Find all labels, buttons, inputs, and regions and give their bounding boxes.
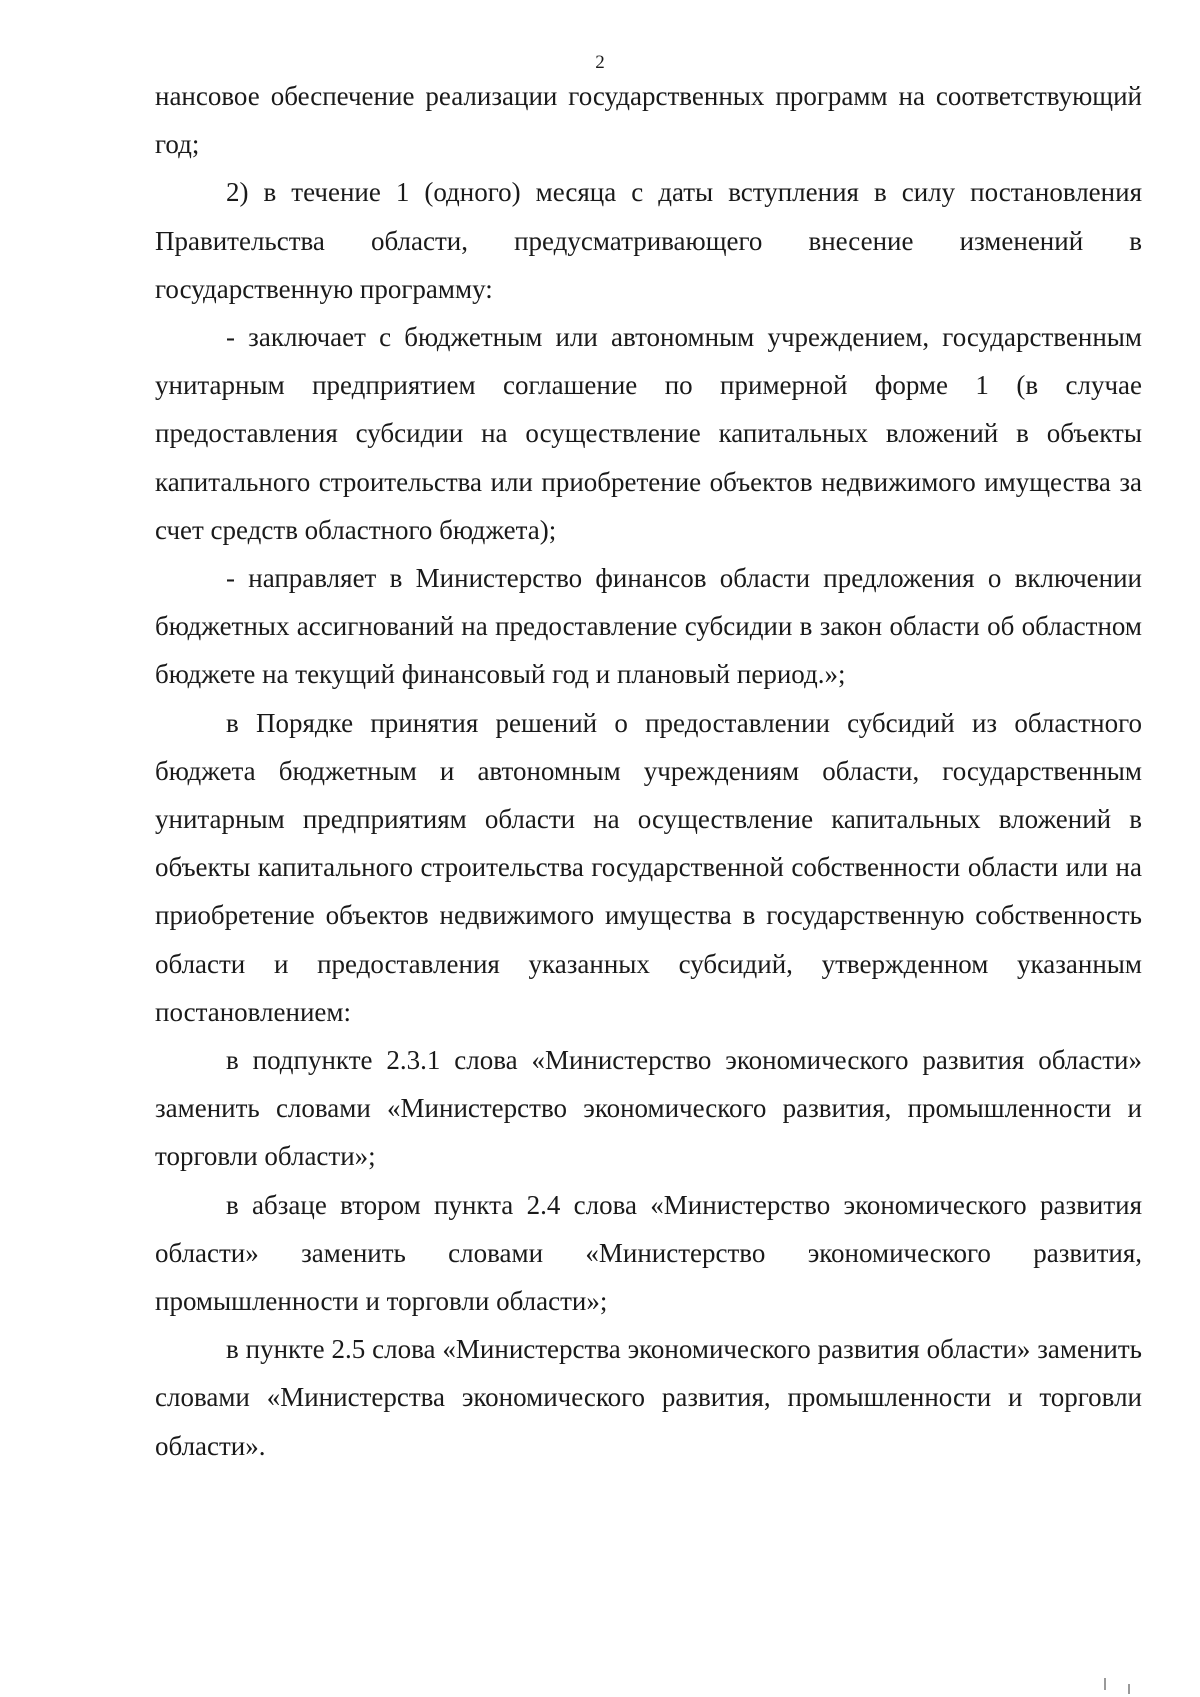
paragraph-clause-2-4: в абзаце втором пункта 2.4 слова «Министерство экономического развития области» заменить словами «Министерство экономического развития, промышленности и торговли области»;	[155, 1189, 1142, 1317]
paragraph-dash-proposals: - направляет в Министерство финансов области предложения о включении бюджетных ассигнований на предоставление субсидии в закон области об областном бюджете на текущий финансовый год и плановый период.»;	[155, 563, 1142, 690]
paragraph-item-2: 2) в течение 1 (одного) месяца с даты вступления в силу постановления Правительства области, предусматривающего внесение изменений в государственную программу:	[155, 177, 1142, 304]
paragraph-subclause-2-3-1: в подпункте 2.3.1 слова «Министерство экономического развития области» заменить словами «Министерство экономического развития, промышленности и торговли области»;	[155, 1045, 1142, 1172]
scan-artifact-mark	[1128, 1684, 1130, 1694]
page-number: 2	[595, 52, 605, 73]
paragraph-procedure: в Порядке принятия решений о предоставлении субсидий из областного бюджета бюджетным и автономным учреждениям области, государственным унитарным предприятиям области на осуществление капитальных вложений в объекты капитального строительства государственной собственности области или на приобретение объектов недвижимого имущества в государственную собственность области и предоставления указанных субсидий, утвержденном указанным постановлением:	[155, 707, 1142, 1027]
scan-artifact-mark	[1104, 1678, 1106, 1690]
paragraph-dash-agreement: - заключает с бюджетным или автономным учреждением, государственным унитарным предприятием соглашение по примерной форме 1 (в случае предоставления субсидии на осуществление капитальных вложений в объекты капитального строительства или приобретение объектов недвижимого имущества за счет средств областного бюджета);	[155, 322, 1142, 545]
paragraph-continuation: нансовое обеспечение реализации государственных программ на соответствующий год;	[155, 81, 1142, 160]
paragraph-clause-2-5: в пункте 2.5 слова «Министерства экономического развития области» заменить словами «Министерства экономического развития, промышленности и торговли области».	[155, 1334, 1142, 1461]
document-body	[155, 72, 1142, 1470]
